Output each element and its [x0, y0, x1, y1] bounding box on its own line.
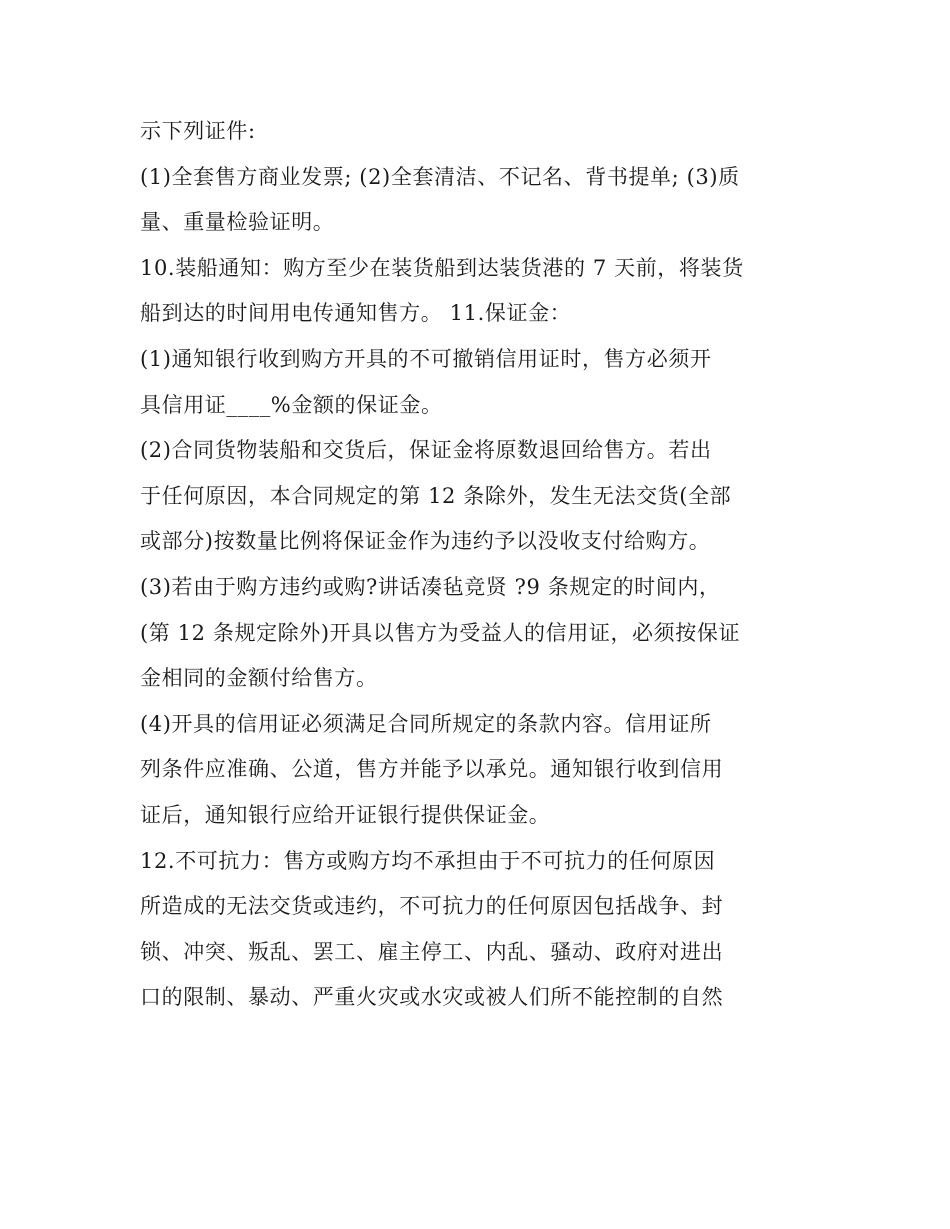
- text-line: 口的限制、暴动、严重火灾或水灾或被人们所不能控制的自然: [140, 985, 724, 1010]
- text-line: (第 12 条规定除外)开具以售方为受益人的信用证，必须按保证: [140, 620, 741, 645]
- text-line: 金相同的金额付给售方。: [140, 666, 378, 691]
- text-line: (2)合同货物装船和交货后，保证金将原数退回给售方。若出: [140, 438, 712, 463]
- text-line: (3)若由于购方违约或购?讲话凑毡竞贤 ?9 条规定的时间内，: [140, 574, 721, 599]
- text-line: 证后，通知银行应给开证银行提供保证金。: [140, 802, 551, 827]
- text-line: 所造成的无法交货或违约，不可抗力的任何原因包括战争、封: [140, 894, 724, 919]
- text-line: (4)开具的信用证必须满足合同所规定的条款内容。信用证所: [140, 711, 712, 736]
- document-body: [140, 109, 816, 1021]
- text-line: 锁、冲突、叛乱、罢工、雇主停工、内乱、骚动、政府对进出: [140, 939, 724, 964]
- text-line: 示下列证件:: [140, 119, 256, 143]
- text-line: 于任何原因，本合同规定的第 12 条除外，发生无法交货(全部: [140, 483, 732, 508]
- text-line: 或部分)按数量比例将保证金作为违约予以没收支付给购方。: [140, 529, 711, 554]
- text-line: 10.装船通知：购方至少在装货船到达装货港的 7 天前，将装货: [140, 255, 744, 280]
- text-line: (1)通知银行收到购方开具的不可撤销信用证时，售方必须开: [140, 346, 712, 371]
- text-line: 量、重量检验证明。: [140, 210, 335, 235]
- text-line: 列条件应准确、公道，售方并能予以承兑。通知银行收到信用: [140, 757, 724, 782]
- text-line: 具信用证____%金额的保证金。: [140, 392, 443, 417]
- text-line: 12.不可抗力：售方或购方均不承担由于不可抗力的任何原因: [140, 848, 716, 873]
- text-line: 船到达的时间用电传通知售方。 11.保证金：: [140, 301, 572, 326]
- text-line: (1)全套售方商业发票; (2)全套清洁、不记名、背书提单; (3)质: [140, 164, 740, 189]
